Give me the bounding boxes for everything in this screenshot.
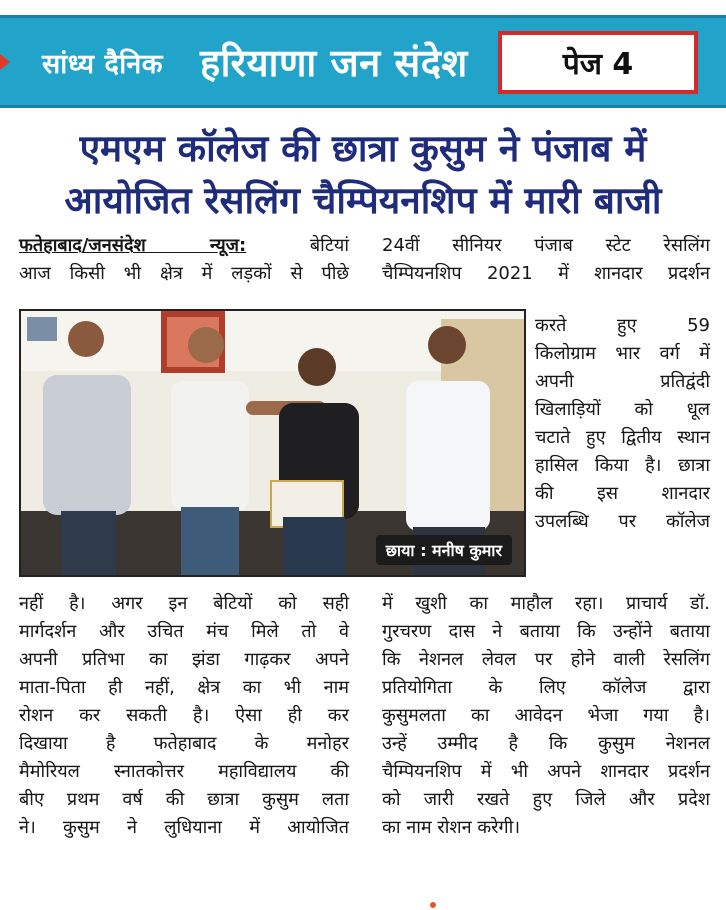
article-line: अपनी प्रतिभा का झंडा गाढ़कर अपने bbox=[19, 649, 349, 670]
article-line: कि नेशनल लेवल पर होने वाली रेसलिंग bbox=[382, 649, 710, 670]
article-line: कुसुमलता का आवेदन भेजा गया है। bbox=[382, 705, 710, 726]
article-line: खिलाड़ियों को धूल bbox=[535, 399, 710, 420]
article-line: गुरचरण दास ने बताया कि उन्होंने बताया bbox=[382, 621, 710, 642]
article-line: नहीं है। अगर इन बेटियों को सही bbox=[19, 593, 349, 614]
decorative-dot bbox=[430, 902, 436, 908]
article-line bbox=[19, 232, 349, 260]
article-line: चटाते हुए द्वितीय स्थान bbox=[535, 427, 710, 448]
article-line: में खुशी का माहौल रहा। प्राचार्य डॉ. bbox=[382, 593, 710, 614]
article-line: मैमोरियल स्नातकोत्तर महाविद्यालय की bbox=[19, 761, 349, 782]
article-line: उपलब्धि पर कॉलेज bbox=[535, 511, 710, 532]
page-number-box bbox=[498, 31, 698, 94]
masthead-prefix: सांध्य दैनिक bbox=[42, 49, 164, 80]
page-number: पेज 4 bbox=[562, 47, 634, 82]
red-arrow-icon bbox=[0, 54, 10, 70]
article-line: अपनी प्रतिद्वंदी bbox=[535, 371, 710, 392]
left-column-top bbox=[19, 232, 349, 288]
byline: फतेहाबाद/जनसंदेश न्यूज: bbox=[19, 235, 247, 256]
right-column-bottom bbox=[382, 590, 710, 842]
article-line: रोशन कर सकती है। ऐसा ही कर bbox=[19, 705, 349, 726]
article-line: मार्गदर्शन और उचित मंच मिले तो वे bbox=[19, 621, 349, 642]
article-text: बेटियां bbox=[246, 235, 349, 256]
right-column-top bbox=[382, 232, 710, 288]
article-line: माता-पिता ही नहीं, क्षेत्र का भी नाम bbox=[19, 677, 349, 698]
left-column-bottom bbox=[19, 590, 349, 842]
article-line: प्रतियोगिता के लिए कॉलेज द्वारा bbox=[382, 677, 710, 698]
masthead bbox=[0, 15, 726, 108]
article-line: करते हुए 59 bbox=[535, 315, 710, 336]
headline-line-2: आयोजित रेसलिंग चैम्पियनशिप में मारी बाजी bbox=[64, 179, 662, 222]
right-column-narrow bbox=[535, 312, 710, 536]
article-line: बीए प्रथम वर्ष की छात्रा कुसुम लता bbox=[19, 789, 349, 810]
headline-line-1: एमएम कॉलेज की छात्रा कुसुम ने पंजाब में bbox=[79, 127, 647, 170]
news-photo bbox=[19, 309, 526, 577]
article-line: को जारी रखते हुए जिले और प्रदेश bbox=[382, 789, 710, 810]
article-line: उन्हें उम्मीद है कि कुसुम नेशनल bbox=[382, 733, 710, 754]
article-line: किलोग्राम भार वर्ग में bbox=[535, 343, 710, 364]
article-line: हासिल किया है। छात्रा bbox=[535, 455, 710, 476]
article-line: का नाम रोशन करेगी। bbox=[382, 817, 521, 838]
article-line: 24वीं सीनियर पंजाब स्टेट रेसलिंग bbox=[382, 235, 710, 256]
article-line: की इस शानदार bbox=[535, 483, 710, 504]
article-line: ने। कुसुम ने लुधियाना में आयोजित bbox=[19, 817, 349, 838]
article-line: चैम्पियनशिप 2021 में शानदार प्रदर्शन bbox=[382, 263, 710, 284]
article-line: दिखाया है फतेहाबाद के मनोहर bbox=[19, 733, 349, 754]
article-line: चैम्पियनशिप में भी अपने शानदार प्रदर्शन bbox=[382, 761, 710, 782]
headline bbox=[0, 123, 726, 227]
newspaper-name: हरियाणा जन संदेश bbox=[200, 41, 468, 85]
article-line: आज किसी भी क्षेत्र में लड़कों से पीछे bbox=[19, 263, 349, 284]
photo-credit: छाया : मनीष कुमार bbox=[376, 535, 512, 565]
